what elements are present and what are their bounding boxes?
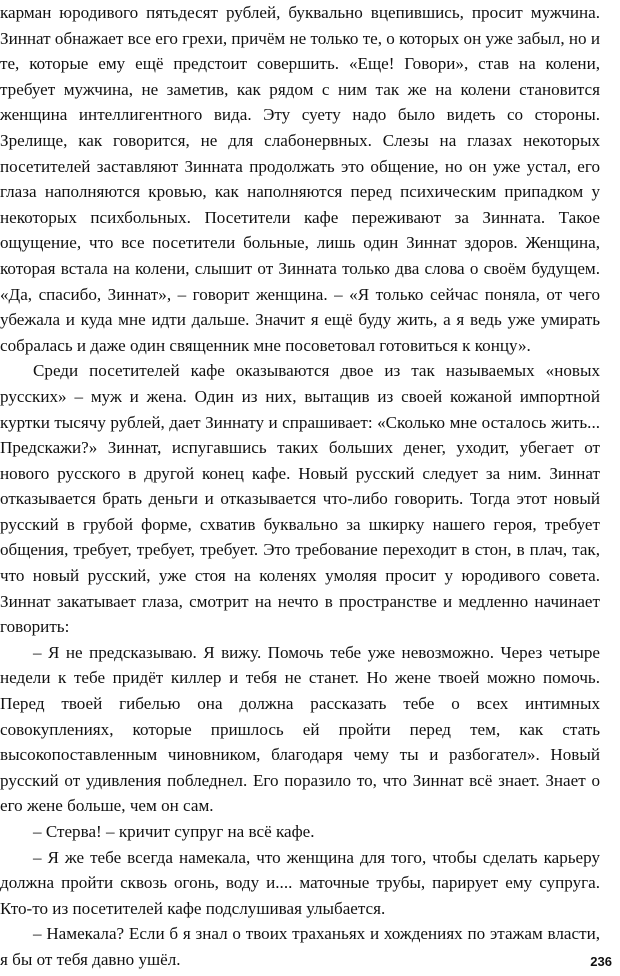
paragraph-2: Среди посетителей кафе оказываются двое из так называемых «новых русских» – муж и жена. Один из них, вытащив из своей кожаной импортной куртки тысячу рублей, дает Зиннату и спрашивает: «Сколько мне осталось жить... Предскажи?» Зиннат, испугавшись таких больших денег, уходит, убегает от нового русского в другой конец кафе. Новый русский следует за ним. Зиннат отказывается брать деньги и отказывается что-либо говорить. Тогда этот новый русский в грубой форме, схватив буквально за шкирку нашего героя, требует общения, требует, требует, требует. Это требование переходит в стон, в плач, так, что новый русский, уже стоя на коленях умоляя просит у юродивого совета. Зиннат закатывает глаза, смотрит на нечто в пространстве и медленно начинает говорить: [0, 361, 600, 637]
paragraph-1: карман юродивого пятьдесят рублей, буквально вцепившись, просит мужчина. Зиннат обнажает все его грехи, причём не только те, о которых он уже забыл, но и те, которые ему ещё предстоит совершить. «Еще! Говори», став на колени, требует мужчина, не заметив, как рядом с ним так же на колени становится женщина интеллигентного вида. Эту суету надо было видеть со стороны. Зрелище, как говорится, не для слабонервных. Слезы на глазах некоторых посетителей заставляют Зинната продолжать это общение, но он уже устал, его глаза наполняются кровью, как наполняются перед психическим припадком у некоторых психбольных. Посетители кафе переживают за Зинната. Такое ощущение, что все посетители больные, лишь один Зиннат здоров. Женщина, которая встала на колени, слышит от Зинната только два слова о своём будущем. «Да, спасибо, Зиннат», – говорит женщина. – «Я только сейчас поняла, от чего убежала и куда мне идти дальше. Значит я ещё буду жить, а я ведь уже умирать собралась и даже один священник мне посоветовал готовиться к концу». [0, 3, 600, 355]
paragraph-3: – Я не предсказываю. Я вижу. Помочь тебе уже невозможно. Через четыре недели к тебе придёт киллер и тебя не станет. Но жене твоей можно помочь. Перед твоей гибелью она должна рассказать тебе о всех интимных совокуплениях, которые пришлось ей пройти перед тем, как стать высокопоставленным чиновником, благодаря чему ты и разбогател». Новый русский от удивления побледнел. Его поразило то, что Зиннат всё знает. Знает о его жене больше, чем он сам. [0, 642, 600, 816]
page-number: 236 [590, 954, 612, 969]
paragraph-4: – Стерва! – кричит супруг на всё кафе. [33, 822, 315, 841]
paragraph-5: – Я же тебе всегда намекала, что женщина для того, чтобы сделать карьеру должна пройти сквозь огонь, воду и.... маточные трубы, парирует ему супруга. Кто-то из посетителей кафе подслушивая улыбается. [0, 847, 600, 918]
paragraph-6: – Намекала? Если б я знал о твоих траханьях и хождениях по этажам власти, я бы от тебя давно ушёл. [0, 924, 600, 969]
